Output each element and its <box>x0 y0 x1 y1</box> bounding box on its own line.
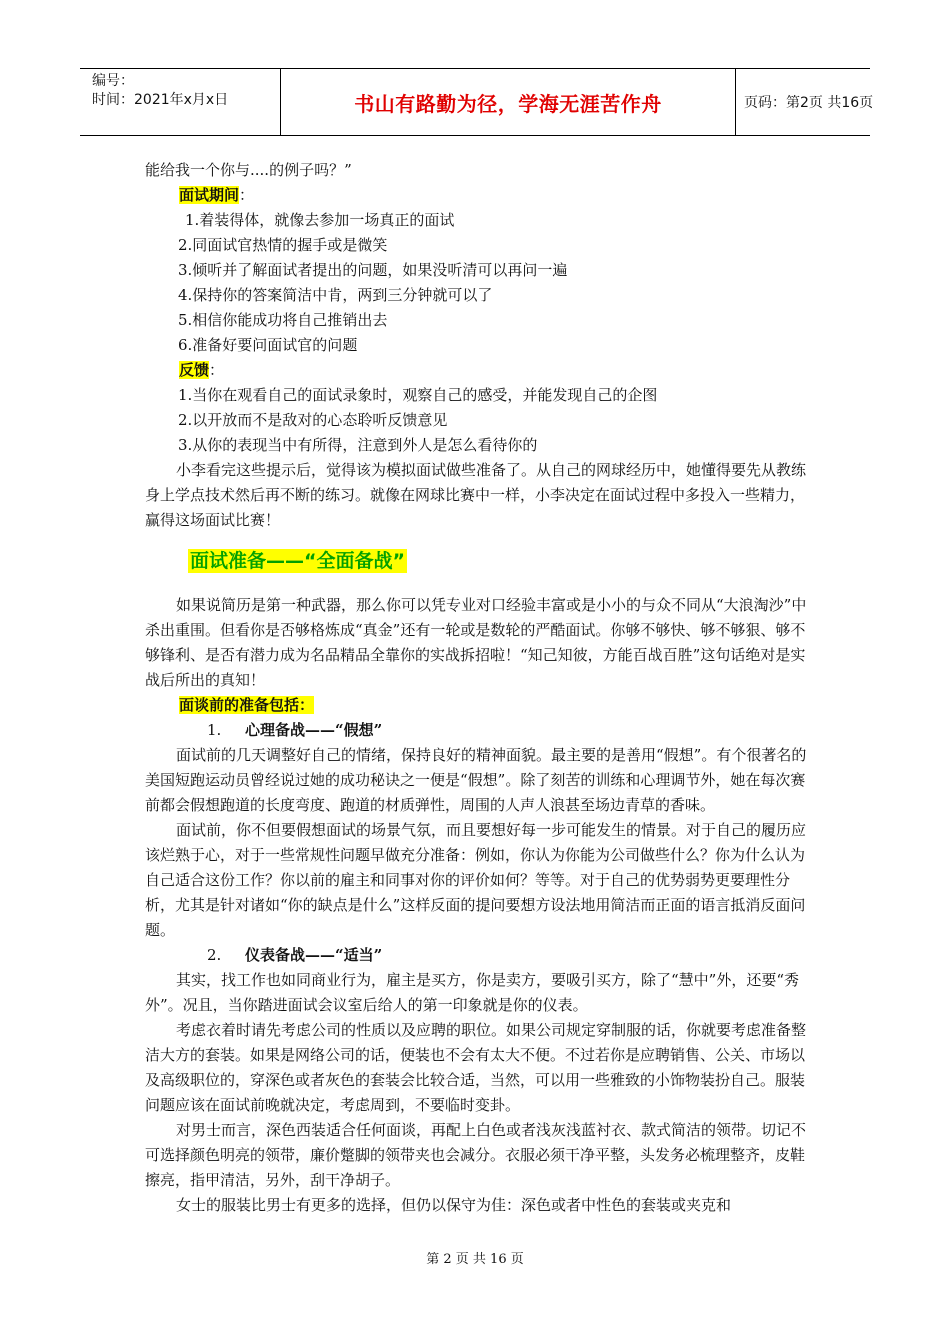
heading-preparation-colon: ： <box>299 696 315 714</box>
section-title-text: 面试准备——“全面备战” <box>190 550 405 572</box>
heading-preparation-label: 面谈前的准备包括 <box>179 696 300 714</box>
paragraph-appearance-1: 其实，找工作也如同商业行为，雇主是买方，你是卖方，要吸引买方，除了“慧中”外，还要“秀外”。况且，当你踏进面试会议室后给人的第一印象就是你的仪表。 <box>145 971 800 1014</box>
subheading-title: 心理备战——“假想” <box>245 721 383 739</box>
list-item: 1.当你在观看自己的面试录象时，观察自己的感受，并能发现自己的企图 <box>178 386 658 404</box>
list-item: 2.同面试官热情的握手或是微笑 <box>178 236 388 254</box>
heading-during-label: 面试期间 <box>179 186 240 204</box>
paragraph-psych-1: 面试前的几天调整好自己的情绪，保持良好的精神面貌。最主要的是善用“假想”。有个很著名的美国短跑运动员曾经说过她的成功秘诀之一便是“假想”。除了刻苦的训练和心理调节外，她在每次赛前都会假想跑道的长度弯度、跑道的材质弹性，周围的人声人浪甚至场边青草的香味。 <box>145 746 807 814</box>
document-body <box>145 158 810 1218</box>
paragraph-psych-2: 面试前，你不但要假想面试的场景气氛，而且要想好每一步可能发生的情景。对于自己的履历应该烂熟于心，对于一些常规性问题早做充分准备：例如，你认为你能为公司做些什么？你为什么认为自己适合这份工作？你以前的雇主和同事对你的评价如何？等等。对于自己的优势弱势更要理性分析，尤其是针对诸如“你的缺点是什么”这样反面的提问要想方设法地用简洁而正面的语言抵消反面问题。 <box>145 821 807 939</box>
header-page-info: 页码：第2页 共16页 <box>744 95 874 111</box>
paragraph-intro: 如果说简历是第一种武器，那么你可以凭专业对口经验丰富或是小小的与众不同从“大浪淘沙”中杀出重围。但看你是否够格炼成“真金”还有一轮或是数轮的严酷面试。你够不够快、够不够狠、够不够锋利、是否有潜力成为名品精品全靠你的实战拆招啦！“知己知彼，方能百战百胜”这句话绝对是实战后所出的真知！ <box>145 596 807 689</box>
list-item: 1.着装得体，就像去参加一场真正的面试 <box>185 211 455 229</box>
header-motto-cell <box>280 69 736 135</box>
subheading-appearance <box>145 943 810 968</box>
paragraph-appearance-4: 女士的服装比男士有更多的选择，但仍以保守为佳：深色或者中性色的套装或夹克和 <box>176 1196 732 1214</box>
section-title <box>188 549 810 575</box>
paragraph-appearance-2: 考虑衣着时请先考虑公司的性质以及应聘的职位。如果公司规定穿制服的话，你就要考虑准备整洁大方的套装。如果是网络公司的话，便装也不会有太大不便。不过若你是应聘销售、公关、市场以及高级职位的，穿深色或者灰色的套装会比较合适，当然，可以用一些雅致的小饰物装扮自己。服装问题应该在面试前晚就决定，考虑周到，不要临时变卦。 <box>145 1021 807 1114</box>
paragraph-appearance-3: 对男士而言，深色西装适合任何面谈，再配上白色或者浅灰浅蓝衬衣、款式简洁的领带。切记不可选择颜色明亮的领带，廉价蹩脚的领带夹也会减分。衣服必须干净平整，头发务必梳理整齐，皮鞋擦亮，指甲清洁，另外，刮干净胡子。 <box>145 1121 807 1189</box>
subheading-number: 1. <box>207 721 222 739</box>
heading-during-colon: ： <box>239 186 255 204</box>
header-number-label: 编号： <box>92 73 134 89</box>
paragraph-xiaoli: 小李看完这些提示后，觉得该为模拟面试做些准备了。从自己的网球经历中，她懂得要先从教练身上学点技术然后再不断的练习。就像在网球比赛中一样，小李决定在面试过程中多投入一些精力，赢得这场面试比赛！ <box>145 461 807 529</box>
heading-during-interview <box>145 183 810 208</box>
page-footer: 第 2 页 共 16 页 <box>426 1252 524 1267</box>
list-item: 3.从你的表现当中有所得，注意到外人是怎么看待你的 <box>178 436 538 454</box>
list-item: 5.相信你能成功将自己推销出去 <box>178 311 388 329</box>
heading-feedback-colon: ： <box>209 361 225 379</box>
page-header <box>80 68 874 136</box>
subheading-number: 2. <box>207 946 222 964</box>
subheading-title: 仪表备战——“适当” <box>245 946 383 964</box>
header-time-label: 时间：2021年x月x日 <box>92 92 229 108</box>
list-item: 2.以开放而不是敌对的心态聆听反馈意见 <box>178 411 448 429</box>
subheading-psychological <box>145 718 810 743</box>
list-item: 6.准备好要问面试官的问题 <box>178 336 358 354</box>
list-item: 4.保持你的答案简洁中肯，两到三分钟就可以了 <box>178 286 493 304</box>
list-item: 3.倾听并了解面试者提出的问题，如果没听清可以再问一遍 <box>178 261 568 279</box>
heading-feedback-label: 反馈 <box>179 361 210 379</box>
text-line-top: 能给我一个你与....的例子吗？” <box>145 161 352 179</box>
header-motto: 书山有路勤为径，学海无涯苦作舟 <box>354 91 662 116</box>
heading-preparation <box>145 693 810 718</box>
heading-feedback <box>145 358 810 383</box>
header-meta <box>80 69 280 138</box>
